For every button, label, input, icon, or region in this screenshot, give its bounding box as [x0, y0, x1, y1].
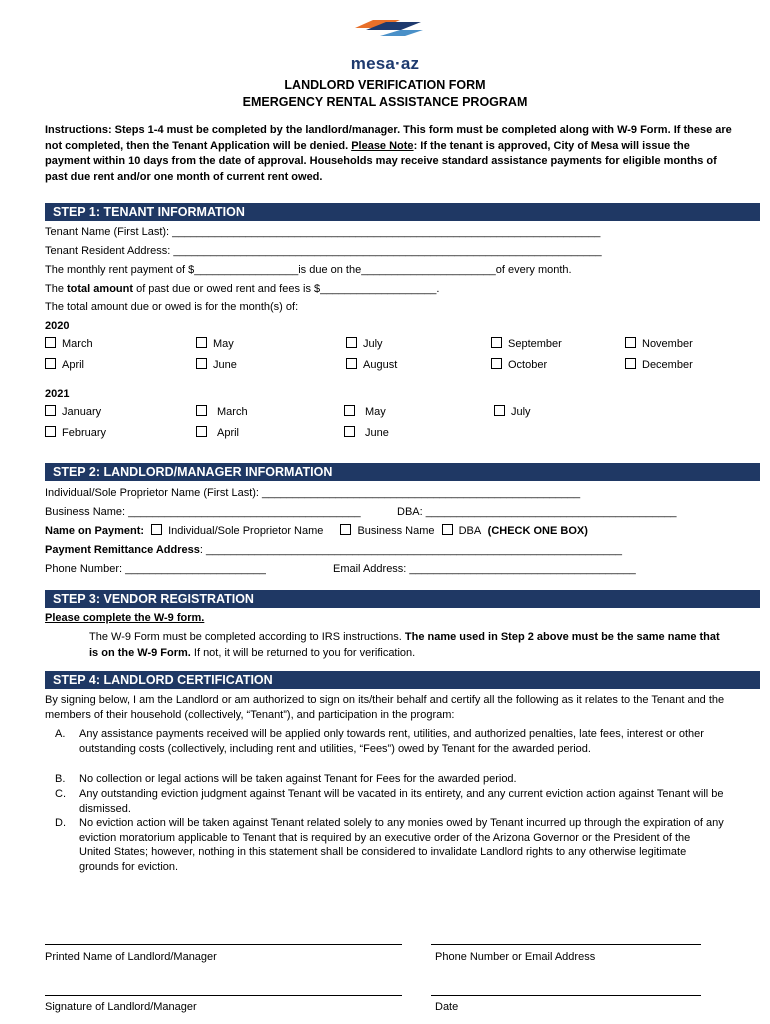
phone-email-label: Phone Number or Email Address — [435, 951, 596, 963]
month-checkbox[interactable] — [346, 337, 383, 350]
printed-name-label: Printed Name of Landlord/Manager — [45, 951, 217, 963]
remittance-address-line[interactable] — [45, 544, 622, 556]
please-note-label: Please Note — [351, 139, 414, 152]
item-text: No collection or legal actions will be taken against Tenant for Fees for the awarded period. — [79, 773, 517, 785]
checkbox-icon[interactable] — [346, 358, 357, 369]
certification-intro: By signing below, I am the Landlord or am authorized to sign on its/their behalf and certify all the following as it relates to the Tenant and the members of their household (collectively, “Tenant”), and participation in the program: — [45, 694, 725, 721]
monthly-rent-line — [45, 264, 572, 276]
month-label: December — [642, 359, 693, 371]
email-field[interactable]: Email Address: _____________________________________ — [333, 563, 636, 575]
checkbox-icon[interactable] — [196, 358, 207, 369]
phone-email-line[interactable] — [431, 944, 701, 945]
checkbox-icon[interactable] — [491, 337, 502, 348]
checkbox-icon[interactable] — [340, 524, 351, 535]
item-text: Any assistance payments received will be applied only towards rent, utilities, and authorized penalties, late fees, interest or other outstanding costs (collectively, including rent and utilities, “Fees”) owed by Tenant for the awarded period. — [79, 728, 704, 755]
month-checkbox[interactable] — [45, 426, 106, 439]
remittance-label: Payment Remittance Address — [45, 544, 200, 556]
checkbox-icon[interactable] — [344, 426, 355, 437]
total-amount-line — [45, 283, 439, 295]
date-label: Date — [435, 1001, 459, 1013]
step3-header: STEP 3: VENDOR REGISTRATION — [45, 590, 760, 608]
item-letter: D. — [55, 817, 66, 829]
w9-text-a: The W-9 Form must be completed according to IRS instructions. — [89, 631, 405, 643]
month-checkbox[interactable] — [344, 426, 389, 439]
mesa-az-logo — [0, 16, 770, 73]
month-checkbox[interactable] — [344, 405, 386, 418]
year-2020-label: 2020 — [45, 320, 70, 332]
instructions-text-2: : If the tenant is approved, City of Mesa will issue the payment within 10 days from the date of approval. Households may receive standard assistance payments for eligible months of past due rent and/or one month of current rent owed. — [45, 139, 717, 183]
month-checkbox[interactable] — [196, 358, 237, 371]
dba-field[interactable]: DBA: _________________________________________ — [397, 506, 677, 518]
option-business: Business Name — [357, 525, 435, 537]
remittance-field[interactable]: : ____________________________________________________________________ — [199, 544, 622, 556]
option-dba: DBA — [458, 525, 481, 537]
month-checkbox[interactable] — [346, 358, 397, 371]
months-question: The total amount due or owed is for the month(s) of: — [45, 301, 299, 313]
rent-text-a: The monthly rent payment of $ — [45, 264, 195, 276]
month-checkbox[interactable] — [196, 337, 234, 350]
month-label: March — [62, 338, 93, 350]
total-amount-field[interactable]: ___________________ — [320, 283, 437, 295]
total-text-a: The — [45, 283, 68, 295]
payment-label: Name on Payment: — [45, 525, 145, 537]
checkbox-icon[interactable] — [344, 405, 355, 416]
step2-header: STEP 2: LANDLORD/MANAGER INFORMATION — [45, 463, 760, 481]
individual-name-field[interactable]: Individual/Sole Proprietor Name (First Last): ____________________________________________________ — [45, 487, 581, 499]
checkbox-icon[interactable] — [625, 337, 636, 348]
month-label: June — [365, 427, 389, 439]
month-checkbox[interactable] — [491, 358, 547, 371]
checkbox-icon[interactable] — [196, 426, 207, 437]
checkbox-icon[interactable] — [45, 426, 56, 437]
checkbox-icon[interactable] — [196, 337, 207, 348]
signature-label: Signature of Landlord/Manager — [45, 1001, 197, 1013]
month-label: July — [511, 406, 531, 418]
month-checkbox[interactable] — [45, 405, 101, 418]
month-checkbox[interactable] — [196, 405, 248, 418]
check-one-note: (CHECK ONE BOX) — [487, 525, 588, 537]
complete-w9-note: Please complete the W-9 form. — [45, 612, 205, 624]
date-line[interactable] — [431, 995, 701, 996]
total-amount-bold: total amount — [67, 283, 134, 295]
rent-amount-field[interactable]: _________________ — [194, 264, 299, 276]
tenant-name-field[interactable]: Tenant Name (First Last): ______________________________________________________________________ — [45, 226, 601, 238]
checkbox-icon[interactable] — [442, 524, 453, 535]
signature-line[interactable] — [45, 995, 402, 996]
form-title: LANDLORD VERIFICATION FORM — [284, 78, 486, 92]
checkbox-icon[interactable] — [45, 337, 56, 348]
month-label: July — [363, 338, 383, 350]
month-checkbox[interactable] — [625, 337, 693, 350]
month-checkbox[interactable] — [196, 426, 239, 439]
business-name-field[interactable]: Business Name: ______________________________________ — [45, 506, 361, 518]
total-text-c: of past due or owed rent and fees is $ — [133, 283, 321, 295]
step4-header: STEP 4: LANDLORD CERTIFICATION — [45, 671, 760, 689]
checkbox-icon[interactable] — [45, 358, 56, 369]
month-label: January — [62, 406, 102, 418]
program-title: EMERGENCY RENTAL ASSISTANCE PROGRAM — [242, 95, 528, 109]
rent-due-day-field[interactable]: ______________________ — [361, 264, 496, 276]
certification-item — [55, 816, 725, 874]
year-2021-label: 2021 — [45, 388, 70, 400]
instructions — [45, 123, 735, 185]
month-label: February — [62, 427, 107, 439]
logo-stripes-icon — [0, 16, 770, 38]
rent-text-b: is due on the — [298, 264, 362, 276]
instructions-text-1: Instructions: Steps 1-4 must be completed by the landlord/manager. This form must be completed along with W-9 Form. If these are not completed, then the Tenant Application will be denied. — [45, 124, 732, 152]
checkbox-icon[interactable] — [625, 358, 636, 369]
checkbox-icon[interactable] — [346, 337, 357, 348]
month-checkbox[interactable] — [625, 358, 693, 371]
month-checkbox[interactable] — [494, 405, 531, 418]
checkbox-icon[interactable] — [45, 405, 56, 416]
item-letter: A. — [55, 728, 66, 740]
month-label: May — [213, 338, 234, 350]
month-label: August — [363, 359, 398, 371]
month-checkbox[interactable] — [45, 337, 93, 350]
month-label: October — [508, 359, 548, 371]
w9-instructions — [89, 630, 729, 661]
checkbox-icon[interactable] — [494, 405, 505, 416]
item-text: Any outstanding eviction judgment against Tenant will be vacated in its entirety, and any current eviction action against Tenant will be dismissed. — [79, 788, 724, 815]
month-label: March — [217, 406, 248, 418]
item-text: No eviction action will be taken against Tenant related solely to any monies owed by Tenant incurred up through the expiration of any eviction moratorium applicable to Tenant that is required by an executive order of the Arizona Governor or the President of the United States; however, nothing in this statement shall be considered to invalidate Landlord rights to any otherwise legitimate grounds for eviction. — [79, 817, 724, 873]
certification-item — [55, 772, 725, 787]
checkbox-icon[interactable] — [151, 524, 162, 535]
checkbox-icon[interactable] — [196, 405, 207, 416]
item-letter: C. — [55, 788, 66, 800]
tenant-address-field[interactable]: Tenant Resident Address: ______________________________________________________________________ — [45, 245, 602, 257]
checkbox-icon[interactable] — [491, 358, 502, 369]
month-label: November — [642, 338, 693, 350]
month-label: April — [62, 359, 85, 371]
rent-text-c: of every month. — [495, 264, 572, 276]
item-letter: B. — [55, 773, 66, 785]
printed-name-line[interactable] — [45, 944, 402, 945]
month-label: April — [217, 427, 240, 439]
certification-item — [55, 787, 725, 816]
w9-text-b: The name used in Step 2 above must be the same name that is on the W-9 Form. — [89, 631, 720, 659]
month-checkbox[interactable] — [45, 358, 84, 371]
phone-field[interactable]: Phone Number: _______________________ — [45, 563, 266, 575]
certification-item — [55, 727, 725, 756]
total-text-d: . — [436, 283, 440, 295]
month-label: June — [213, 359, 237, 371]
month-checkbox[interactable] — [491, 337, 562, 350]
month-label: May — [365, 406, 386, 418]
w9-text-c: If not, it will be returned to you for verification. — [190, 646, 416, 659]
step1-header: STEP 1: TENANT INFORMATION — [45, 203, 760, 221]
month-label: September — [508, 338, 562, 350]
logo-text: mesa·az — [350, 54, 420, 73]
option-individual: Individual/Sole Proprietor Name — [168, 525, 324, 537]
name-on-payment-line — [45, 524, 588, 537]
